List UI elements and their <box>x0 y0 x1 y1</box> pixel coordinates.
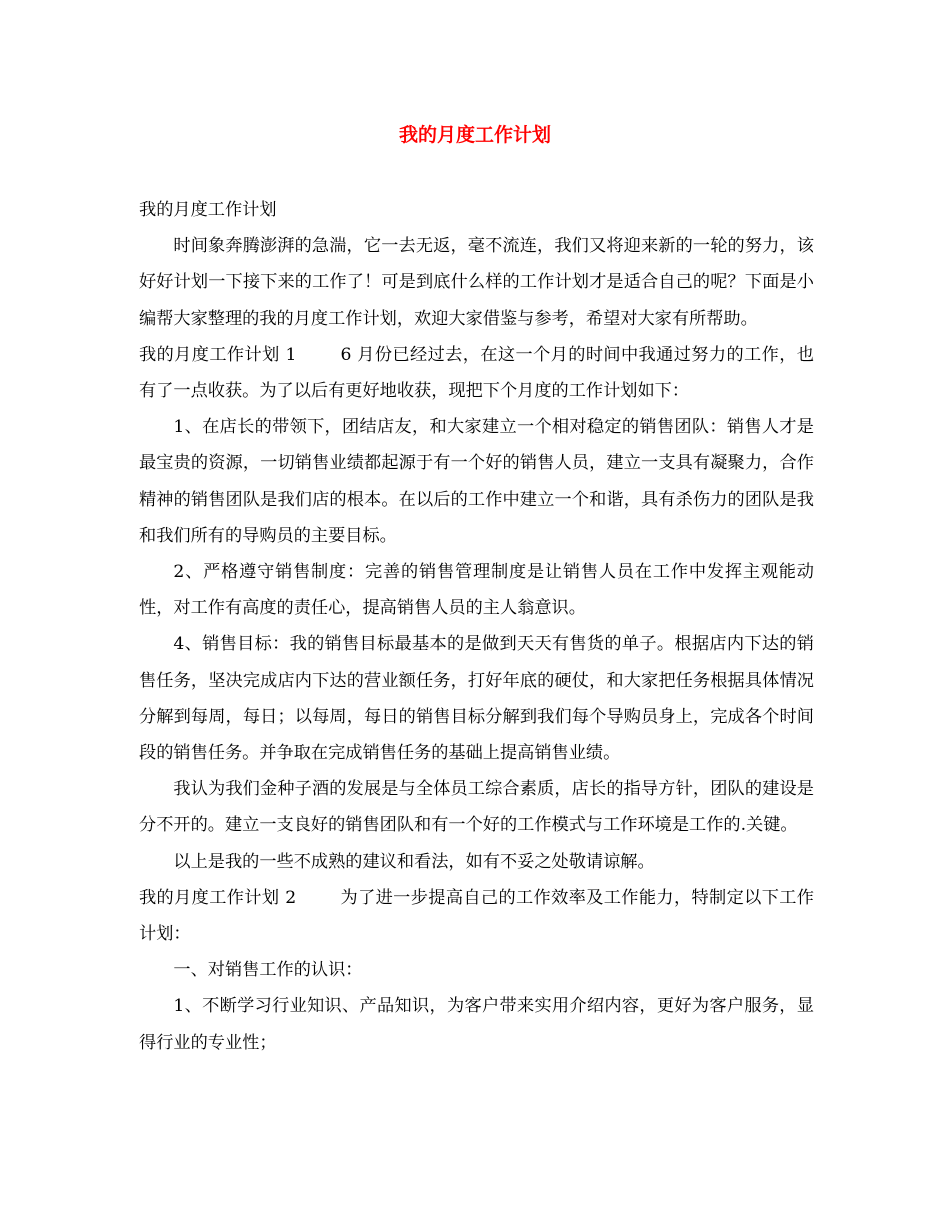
paragraph-text: 4、销售目标：我的销售目标最基本的是做到天天有售货的单子。根据店内下达的销售任务，坚决完成店内下达的营业额任务，打好年底的硬仗，和大家把任务根据具体情况分解到每周，每日；以每周，每日的销售目标分解到我们每个导购员身上，完成各个时间段的销售任务。并争取在完成销售任务的基础上提高销售业绩。 <box>139 634 814 764</box>
paragraph-rules <box>139 554 814 626</box>
paragraph-text: 以上是我的一些不成熟的建议和看法，如有不妥之处敬请谅解。 <box>173 851 655 872</box>
paragraph-text: 2、严格遵守销售制度：完善的销售管理制度是让销售人员在工作中发挥主观能动性，对工作有高度的责任心，提高销售人员的主人翁意识。 <box>139 562 814 619</box>
paragraph-section-1 <box>139 952 814 988</box>
paragraph-text: 1、在店长的带领下，团结店友，和大家建立一个相对稳定的销售团队：销售人才是最宝贵的资源，一切销售业绩都起源于有一个好的销售人员，建立一支具有凝聚力，合作精神的销售团队是我们店的根本。在以后的工作中建立一个和谐，具有杀伤力的团队是我和我们所有的导购员的主要目标。 <box>139 417 814 546</box>
paragraph-team <box>139 409 814 554</box>
paragraph-closing <box>139 844 814 880</box>
paragraph-text: 时间象奔腾澎湃的急湍，它一去无返，毫不流连，我们又将迎来新的一轮的努力，该好好计划一下接下来的工作了！可是到底什么样的工作计划才是适合自己的呢？下面是小编帮大家整理的我的月度工作计划，欢迎大家借鉴与参考，希望对大家有所帮助。 <box>139 236 814 329</box>
document-title: 我的月度工作计划 <box>398 124 551 146</box>
paragraph-text: 我认为我们金种子酒的发展是与全体员工综合素质，店长的指导方针，团队的建设是分不开的。建立一支良好的销售团队和有一个好的工作模式与工作环境是工作的.关键。 <box>139 779 814 836</box>
paragraph-heading <box>139 192 814 228</box>
paragraph-head: 我的月度工作计划 <box>139 200 277 220</box>
paragraph-text: 6 月份已经过去，在这一个月的时间中我通过努力的工作，也有了一点收获。为了以后有更好地收获，现把下个月度的工作计划如下： <box>139 344 814 402</box>
paragraph-head: 我的月度工作计划 2 <box>139 887 297 908</box>
paragraph-learning <box>139 988 814 1060</box>
paragraph-plan-2 <box>139 880 814 952</box>
paragraph-text: 为了进一步提高自己的工作效率及工作能力，特制定以下工作计划： <box>139 887 814 945</box>
paragraph-text: 一、对销售工作的认识： <box>173 960 363 981</box>
paragraph-development <box>139 771 814 843</box>
paragraph-head: 我的月度工作计划 1 <box>139 344 297 365</box>
paragraph-plan-1 <box>139 337 814 409</box>
document-body <box>139 192 814 1061</box>
paragraph-text: 1、不断学习行业知识、产品知识，为客户带来实用介绍内容，更好为客户服务，显得行业的专业性； <box>139 996 814 1053</box>
paragraph-intro <box>139 228 814 337</box>
paragraph-target <box>139 626 814 771</box>
